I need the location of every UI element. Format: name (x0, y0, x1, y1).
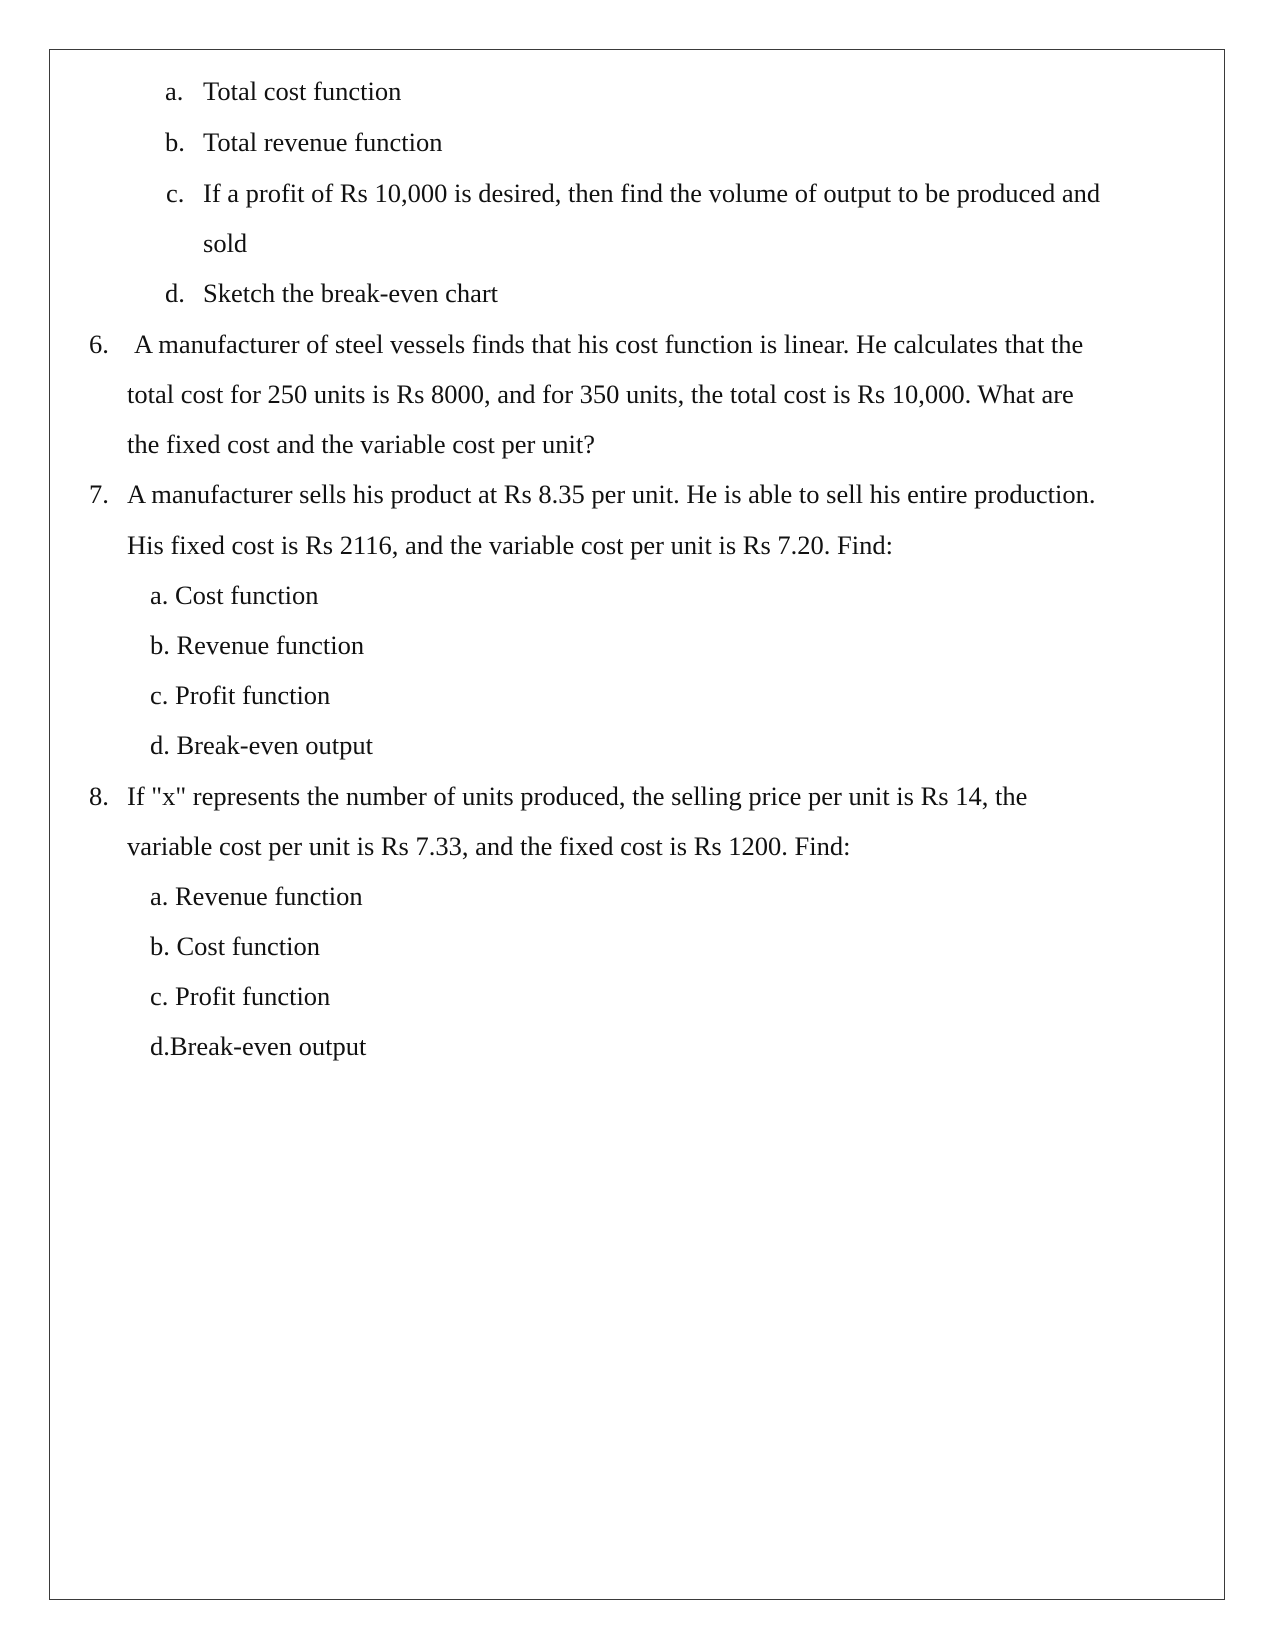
question-8-part-b: b. Cost function (150, 931, 321, 961)
question-8-part-a: a. Revenue function (150, 881, 363, 911)
question-7-line-1: A manufacturer sells his product at Rs 8.35 per unit. He is able to sell his entire production. (127, 479, 1096, 509)
question-6-line-2: total cost for 250 units is Rs 8000, and for 350 units, the total cost is Rs 10,000. What are (127, 379, 1074, 409)
question-7-part-b: b. Revenue function (150, 630, 365, 660)
question-8-line-2: variable cost per unit is Rs 7.33, and the fixed cost is Rs 1200. Find: (127, 831, 851, 861)
question-7-part-c: c. Profit function (150, 680, 331, 710)
item-marker-c: c. (166, 178, 185, 208)
question-7-part-d: d. Break-even output (150, 730, 373, 760)
item-text-c-cont: sold (203, 228, 248, 258)
question-6-line-3: the fixed cost and the variable cost per unit? (127, 429, 595, 459)
question-8-number: 8. (89, 781, 109, 811)
question-8-part-d: d.Break-even output (150, 1031, 367, 1061)
item-text-b: Total revenue function (203, 127, 443, 157)
question-6-line-1: A manufacturer of steel vessels finds that his cost function is linear. He calculates that the (134, 329, 1084, 359)
item-marker-a: a. (165, 76, 184, 106)
item-text-d: Sketch the break-even chart (203, 278, 499, 308)
question-7-number: 7. (89, 479, 109, 509)
question-8-part-c: c. Profit function (150, 981, 331, 1011)
question-7-part-a: a. Cost function (150, 580, 319, 610)
item-marker-d: d. (165, 278, 185, 308)
item-marker-b: b. (165, 127, 185, 157)
item-text-c: If a profit of Rs 10,000 is desired, then find the volume of output to be produced and (203, 178, 1101, 208)
question-6-number: 6. (89, 329, 109, 359)
question-7-line-2: His fixed cost is Rs 2116, and the variable cost per unit is Rs 7.20. Find: (127, 530, 893, 560)
item-text-a: Total cost function (203, 76, 402, 106)
question-8-line-1: If "x" represents the number of units produced, the selling price per unit is Rs 14, the (127, 781, 1028, 811)
